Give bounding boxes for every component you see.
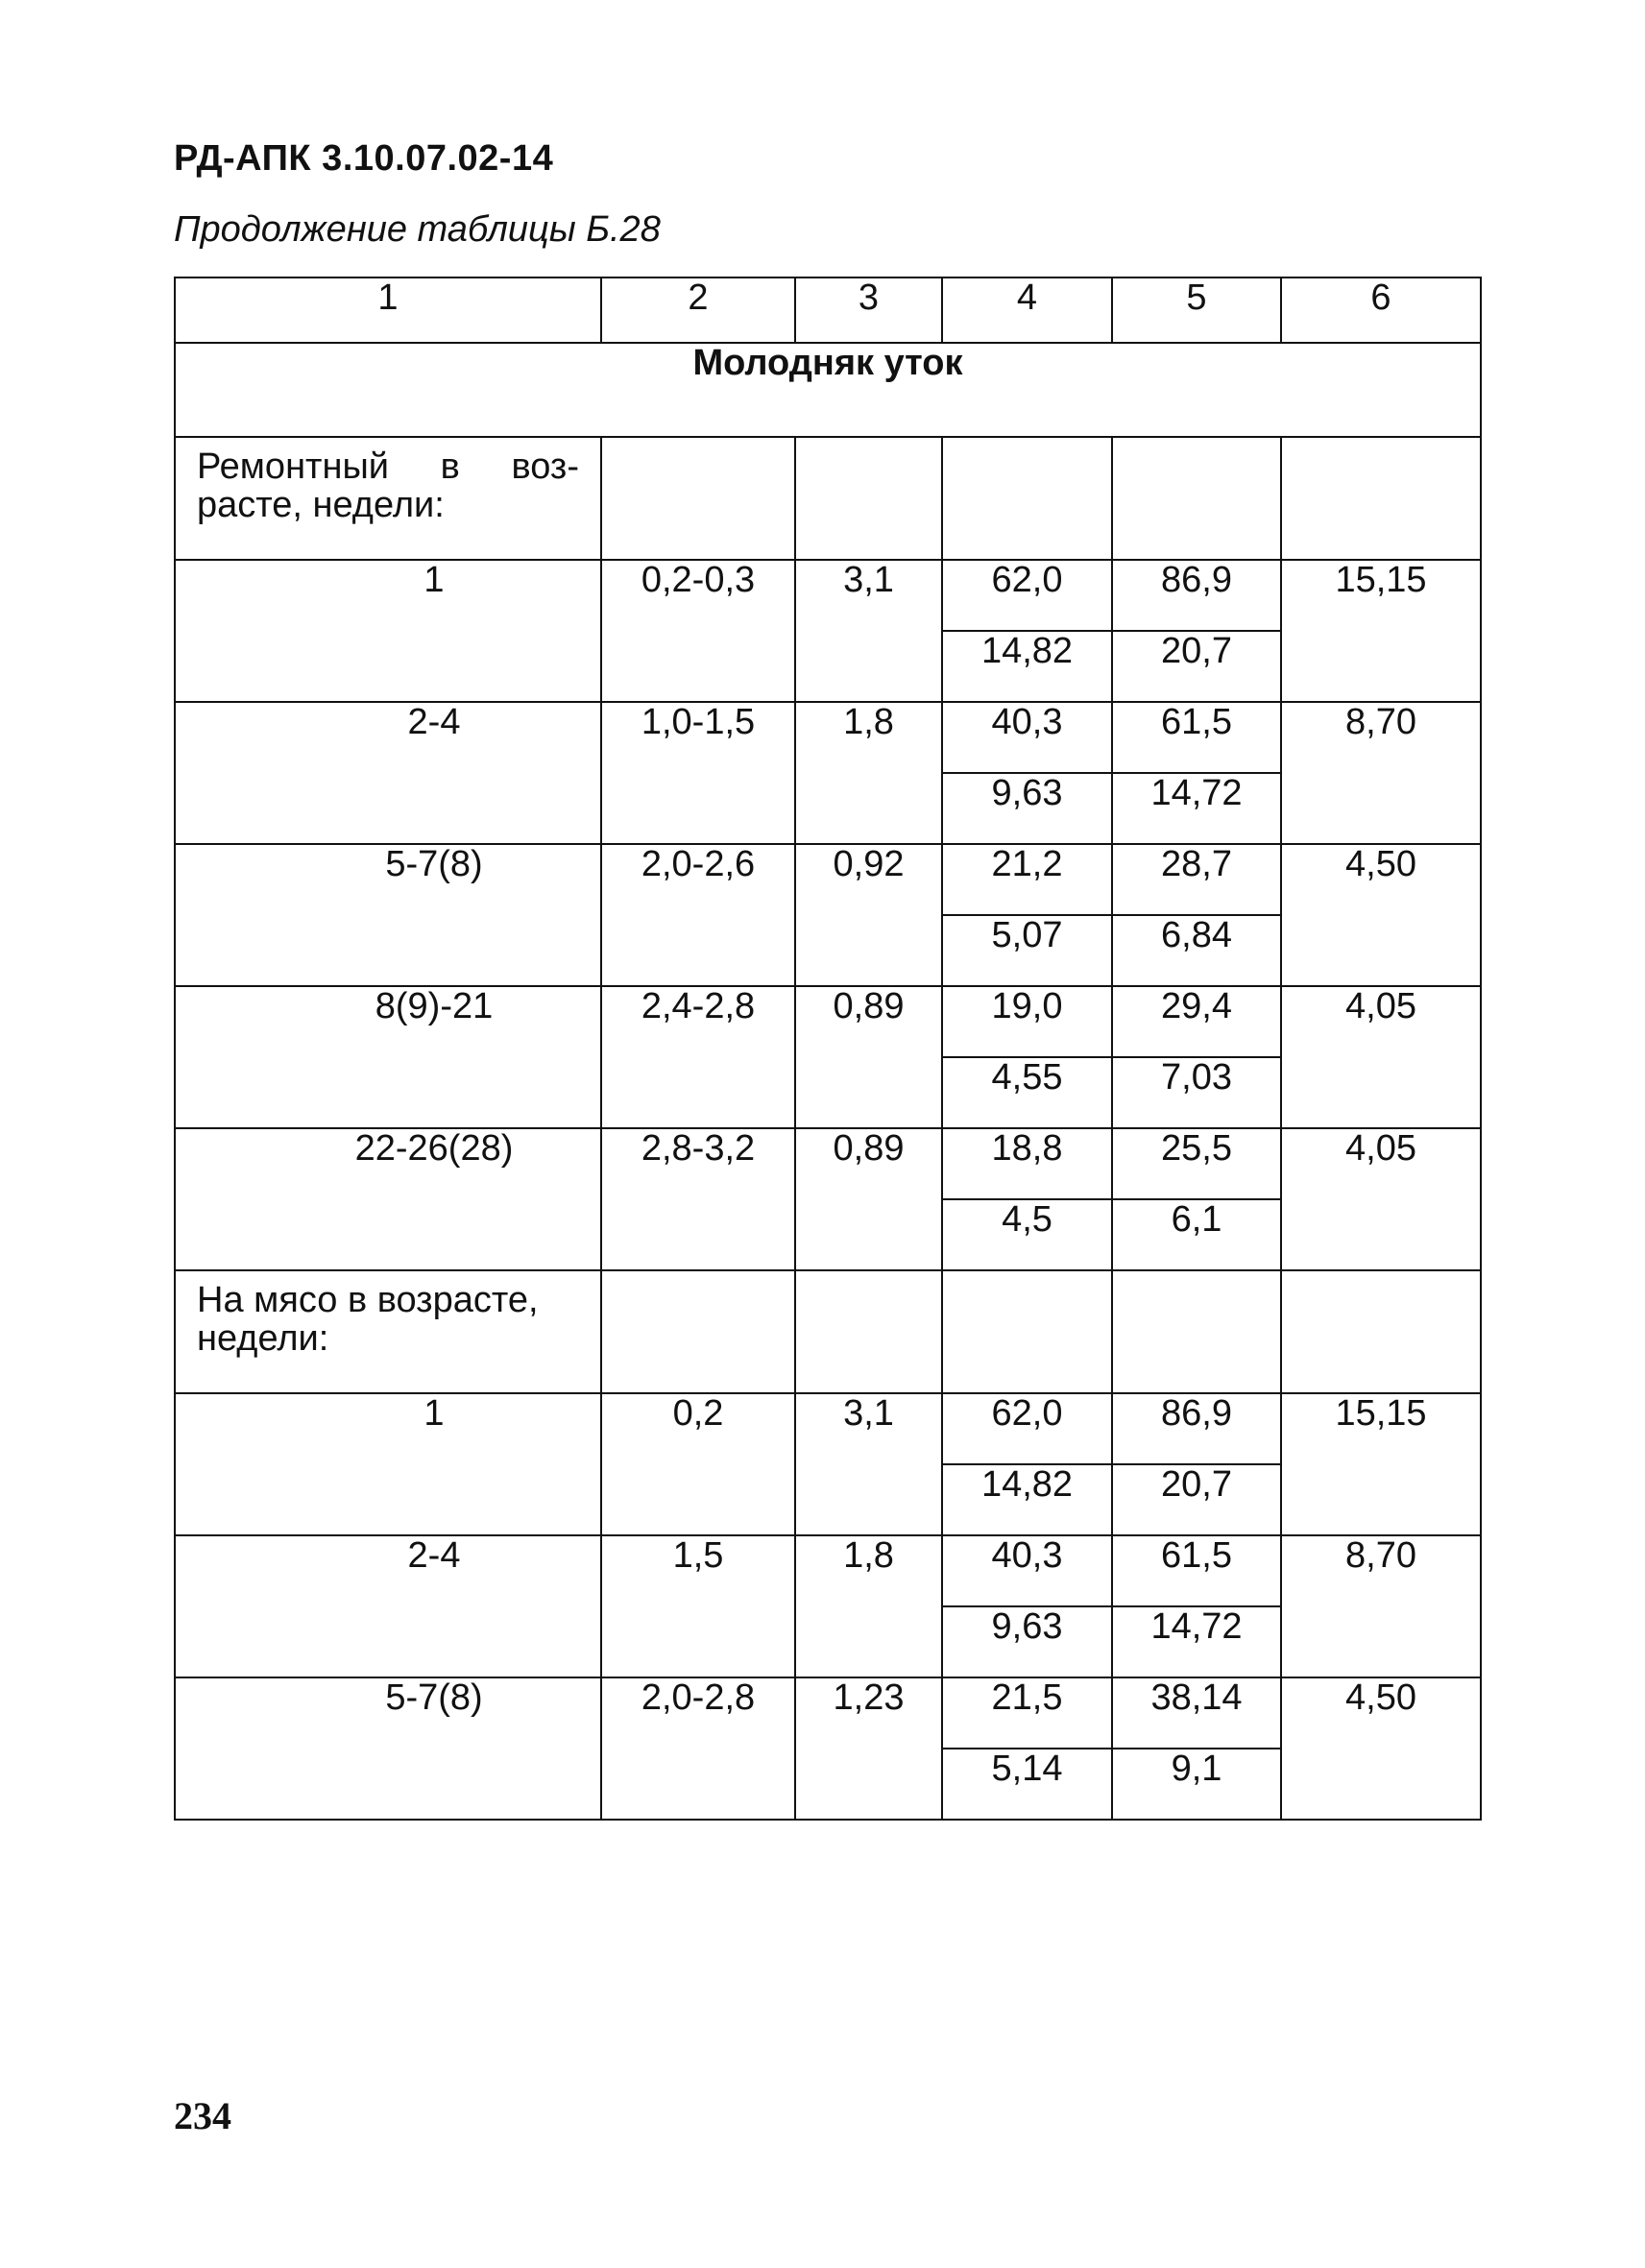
cell-col4-top: 21,2 bbox=[942, 844, 1112, 915]
cell-col4-bottom: 5,14 bbox=[942, 1749, 1112, 1820]
empty-cell bbox=[601, 437, 795, 560]
cell-col3: 3,1 bbox=[795, 1393, 942, 1535]
age-cell: 22-26(28) bbox=[175, 1128, 601, 1270]
cell-col2: 2,0-2,8 bbox=[601, 1677, 795, 1820]
cell-col3: 0,89 bbox=[795, 1128, 942, 1270]
group-label-line: расте, недели: bbox=[197, 485, 445, 525]
cell-col6: 4,05 bbox=[1281, 986, 1481, 1128]
page-number: 234 bbox=[174, 2094, 231, 2137]
group-label bbox=[175, 437, 601, 560]
cell-col4-top: 40,3 bbox=[942, 702, 1112, 773]
cell-col4-bottom: 14,82 bbox=[942, 631, 1112, 702]
cell-col2: 2,0-2,6 bbox=[601, 844, 795, 986]
cell-col4-bottom: 4,5 bbox=[942, 1199, 1112, 1270]
cell-col5-top: 29,4 bbox=[1112, 986, 1281, 1057]
cell-col5-bottom: 14,72 bbox=[1112, 1606, 1281, 1677]
column-number: 3 bbox=[795, 277, 942, 343]
data-table bbox=[174, 277, 1482, 1821]
cell-col2: 0,2 bbox=[601, 1393, 795, 1535]
cell-col3: 1,23 bbox=[795, 1677, 942, 1820]
cell-col6: 4,50 bbox=[1281, 844, 1481, 986]
age-cell: 2-4 bbox=[175, 1535, 601, 1677]
cell-col4-top: 19,0 bbox=[942, 986, 1112, 1057]
age-cell: 8(9)-21 bbox=[175, 986, 601, 1128]
table-row bbox=[175, 1393, 1481, 1464]
cell-col2: 2,8-3,2 bbox=[601, 1128, 795, 1270]
table-row bbox=[175, 1535, 1481, 1606]
cell-col5-top: 61,5 bbox=[1112, 1535, 1281, 1606]
column-number-row bbox=[175, 277, 1481, 343]
cell-col5-bottom: 7,03 bbox=[1112, 1057, 1281, 1128]
group-label bbox=[175, 1270, 601, 1393]
column-number: 5 bbox=[1112, 277, 1281, 343]
cell-col4-bottom: 4,55 bbox=[942, 1057, 1112, 1128]
cell-col5-bottom: 6,1 bbox=[1112, 1199, 1281, 1270]
column-number: 6 bbox=[1281, 277, 1481, 343]
cell-col5-top: 86,9 bbox=[1112, 1393, 1281, 1464]
cell-col5-top: 28,7 bbox=[1112, 844, 1281, 915]
empty-cell bbox=[1112, 1270, 1281, 1393]
age-cell: 5-7(8) bbox=[175, 844, 601, 986]
cell-col2: 0,2-0,3 bbox=[601, 560, 795, 702]
table-row bbox=[175, 844, 1481, 915]
cell-col6: 4,05 bbox=[1281, 1128, 1481, 1270]
section-title: Молодняк уток bbox=[175, 343, 1481, 437]
table-row bbox=[175, 986, 1481, 1057]
cell-col5-top: 86,9 bbox=[1112, 560, 1281, 631]
cell-col2: 1,5 bbox=[601, 1535, 795, 1677]
cell-col4-bottom: 9,63 bbox=[942, 773, 1112, 844]
cell-col4-top: 62,0 bbox=[942, 560, 1112, 631]
empty-cell bbox=[942, 437, 1112, 560]
cell-col3: 3,1 bbox=[795, 560, 942, 702]
age-cell: 1 bbox=[175, 1393, 601, 1535]
empty-cell bbox=[942, 1270, 1112, 1393]
cell-col4-bottom: 9,63 bbox=[942, 1606, 1112, 1677]
cell-col5-bottom: 14,72 bbox=[1112, 773, 1281, 844]
empty-cell bbox=[1112, 437, 1281, 560]
group-label-line: Ремонтный в воз- bbox=[197, 446, 579, 487]
cell-col5-bottom: 9,1 bbox=[1112, 1749, 1281, 1820]
empty-cell bbox=[795, 1270, 942, 1393]
cell-col4-bottom: 5,07 bbox=[942, 915, 1112, 986]
cell-col6: 4,50 bbox=[1281, 1677, 1481, 1820]
table-row bbox=[175, 1677, 1481, 1749]
cell-col4-top: 40,3 bbox=[942, 1535, 1112, 1606]
cell-col6: 15,15 bbox=[1281, 560, 1481, 702]
empty-cell bbox=[1281, 437, 1481, 560]
cell-col5-top: 25,5 bbox=[1112, 1128, 1281, 1199]
cell-col5-bottom: 6,84 bbox=[1112, 915, 1281, 986]
cell-col5-bottom: 20,7 bbox=[1112, 631, 1281, 702]
cell-col4-top: 21,5 bbox=[942, 1677, 1112, 1749]
column-number: 1 bbox=[175, 277, 601, 343]
cell-col3: 0,92 bbox=[795, 844, 942, 986]
group-label-line: На мясо в возрасте, bbox=[197, 1280, 539, 1320]
cell-col6: 8,70 bbox=[1281, 702, 1481, 844]
table-row bbox=[175, 702, 1481, 773]
cell-col3: 1,8 bbox=[795, 1535, 942, 1677]
cell-col4-top: 62,0 bbox=[942, 1393, 1112, 1464]
cell-col6: 8,70 bbox=[1281, 1535, 1481, 1677]
section-row bbox=[175, 343, 1481, 437]
group-label-line: недели: bbox=[197, 1318, 329, 1359]
age-cell: 1 bbox=[175, 560, 601, 702]
cell-col4-bottom: 14,82 bbox=[942, 1464, 1112, 1535]
cell-col3: 0,89 bbox=[795, 986, 942, 1128]
table-row bbox=[175, 1128, 1481, 1199]
table-caption: Продолжение таблицы Б.28 bbox=[174, 209, 661, 250]
cell-col5-bottom: 20,7 bbox=[1112, 1464, 1281, 1535]
table-row bbox=[175, 560, 1481, 631]
cell-col5-top: 38,14 bbox=[1112, 1677, 1281, 1749]
column-number: 2 bbox=[601, 277, 795, 343]
cell-col4-top: 18,8 bbox=[942, 1128, 1112, 1199]
cell-col2: 1,0-1,5 bbox=[601, 702, 795, 844]
cell-col3: 1,8 bbox=[795, 702, 942, 844]
empty-cell bbox=[795, 437, 942, 560]
document-code: РД-АПК 3.10.07.02-14 bbox=[174, 138, 554, 179]
cell-col6: 15,15 bbox=[1281, 1393, 1481, 1535]
age-cell: 5-7(8) bbox=[175, 1677, 601, 1820]
column-number: 4 bbox=[942, 277, 1112, 343]
empty-cell bbox=[1281, 1270, 1481, 1393]
empty-cell bbox=[601, 1270, 795, 1393]
group-header-row bbox=[175, 1270, 1481, 1393]
group-header-row bbox=[175, 437, 1481, 560]
cell-col2: 2,4-2,8 bbox=[601, 986, 795, 1128]
cell-col5-top: 61,5 bbox=[1112, 702, 1281, 773]
age-cell: 2-4 bbox=[175, 702, 601, 844]
